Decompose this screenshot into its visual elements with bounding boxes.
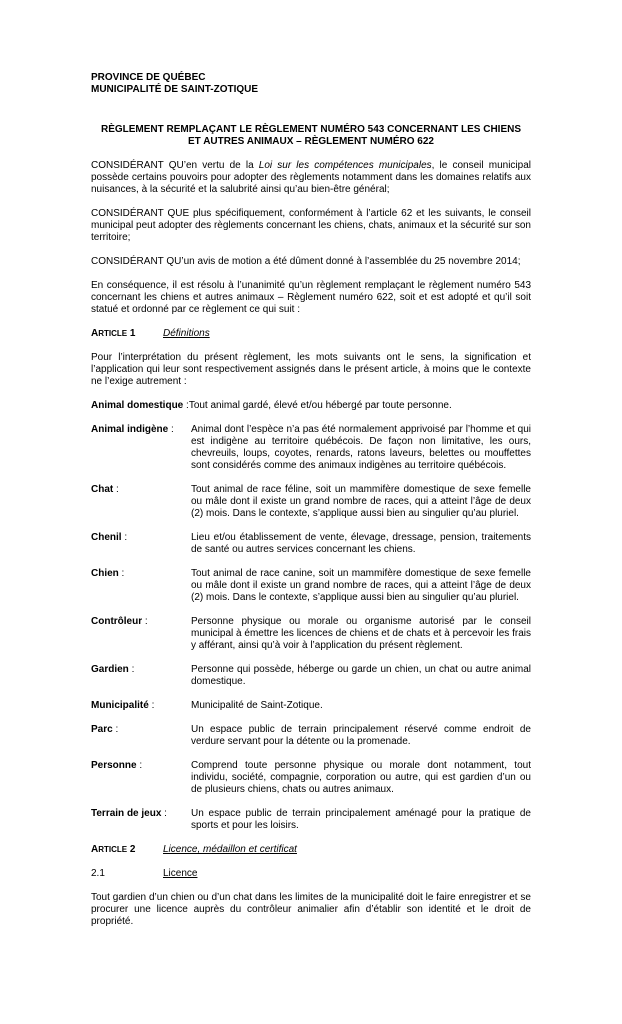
article-1-label-initial: A [91, 328, 99, 339]
definition-term-text: Municipalité [91, 700, 149, 711]
definition-item [91, 532, 531, 556]
definition-separator: : [121, 532, 128, 543]
definition-term [91, 760, 191, 796]
article-1-number: 1 [129, 328, 136, 339]
considerant-2: CONSIDÉRANT QUE plus spécifiquement, conformément à l’article 62 et les suivants, le conseil municipal peut adopter des règlements concernant les chiens, chats, animaux et la sécurité sur son territoire; [91, 208, 531, 243]
definition-term [91, 700, 191, 712]
title-line-2: ET AUTRES ANIMAUX – RÈGLEMENT NUMÉRO 622 [188, 136, 434, 147]
definition-item [91, 664, 531, 688]
definition-term-text: Parc [91, 724, 113, 735]
document-header [91, 72, 531, 96]
section-2-1-heading [91, 868, 531, 880]
definition-item [91, 616, 531, 652]
definition-term [91, 808, 191, 832]
definition-term-text: Personne [91, 760, 137, 771]
title-line-1: RÈGLEMENT REMPLAÇANT LE RÈGLEMENT NUMÉRO 543 CONCERNANT LES CHIENS [100, 124, 522, 135]
definition-text: Tout animal gardé, élevé et/ou hébergé par toute personne. [188, 400, 452, 411]
article-2-label [91, 844, 163, 856]
definition-term-text: Animal domestique [91, 400, 184, 411]
definition-term-text: Chat [91, 484, 114, 495]
definition-term-text: Animal indigène [91, 424, 169, 435]
definition-text: Municipalité de Saint-Zotique. [191, 700, 323, 711]
definition-term [91, 724, 191, 748]
definition-separator: : [183, 400, 189, 411]
definition-term [91, 616, 191, 652]
article-2-heading [91, 844, 531, 856]
definition-separator: : [128, 664, 135, 675]
definition-term-text: Terrain de jeux [91, 808, 162, 819]
definition-text: Tout animal de race canine, soit un mammifère domestique de sexe femelle ou mâle dont il existe un grand nombre de races, qui a atteint l’âge de deux (2) mois. Dans le contexte, s’applique aussi bien au singulier qu’au pluriel. [191, 568, 531, 603]
definition-item [91, 484, 531, 520]
definition-item [91, 568, 531, 604]
section-2-1-text: Tout gardien d’un chien ou d’un chat dans les limites de la municipalité doit le faire enregistrer et se procurer une licence auprès du contrôleur animalier afin d’établir son identité et le droit de propriété. [91, 892, 531, 927]
definitions-list [91, 400, 531, 832]
document-title [91, 124, 531, 148]
definition-text: Personne physique ou morale ou organisme autorisé par le conseil municipal à émettre les licences de chiens et de chats et à percevoir les frais y afférant, ainsi qu’à voir à l’application du présent règlement. [191, 616, 531, 651]
definition-term [91, 664, 191, 688]
section-2-1-number: 2.1 [91, 868, 105, 879]
law-title: Loi sur les compétences municipales [258, 160, 432, 171]
definition-text: Personne qui possède, héberge ou garde un chien, un chat ou autre animal domestique. [191, 664, 531, 687]
definition-separator: : [118, 568, 125, 579]
considerant-3: CONSIDÉRANT QU’un avis de motion a été dûment donné à l’assemblée du 25 novembre 2014; [91, 256, 521, 267]
definition-term-text: Chenil [91, 532, 122, 543]
definition-term-text: Gardien [91, 664, 129, 675]
article-2-title: Licence, médaillon et certificat [163, 844, 297, 855]
definition-item [91, 808, 531, 832]
definition-text: Un espace public de terrain principalement aménagé pour la pratique de sports et pour les loisirs. [191, 808, 531, 831]
definition-item [91, 760, 531, 796]
definition-term [91, 400, 189, 412]
definition-term-text: Chien [91, 568, 119, 579]
municipality-line: MUNICIPALITÉ DE SAINT-ZOTIQUE [91, 84, 259, 95]
definition-separator: : [112, 724, 119, 735]
definition-separator: : [168, 424, 174, 435]
definition-separator: : [113, 484, 119, 495]
definition-separator: : [142, 616, 148, 627]
definition-text: Tout animal de race féline, soit un mammifère domestique de sexe femelle ou mâle dont il existe un grand nombre de races, qui a atteint l’âge de deux (2) mois. Dans le contexte, s’applique aussi bien au singulier qu’au pluriel. [191, 484, 531, 519]
definition-term [91, 484, 191, 520]
definition-text: Lieu et/ou établissement de vente, élevage, dressage, pension, traitements de santé ou autres services concernant les chiens. [191, 532, 531, 555]
definition-separator: : [161, 808, 167, 819]
definition-item [91, 700, 531, 712]
article-1-heading [91, 328, 531, 340]
considerant-1-text: CONSIDÉRANT QU’en vertu de la [91, 160, 259, 171]
definition-item [91, 424, 531, 472]
definition-text: Comprend toute personne physique ou morale dont notamment, tout individu, société, compagnie, corporation ou autre, qui est gardien d’un ou de plusieurs chiens, chats ou autres animaux. [191, 760, 531, 795]
resolution-paragraph: En conséquence, il est résolu à l’unanimité qu’un règlement remplaçant le règlement numéro 543 concernant les chiens et autres animaux – Règlement numéro 622, soit et est adopté et qu’il soit statué et ordonné par ce règlement ce qui suit : [91, 280, 531, 315]
definition-separator: : [136, 760, 143, 771]
definition-term [91, 568, 191, 604]
article-1-label-rest: RTICLE [98, 329, 128, 338]
definition-term-text: Contrôleur [91, 616, 143, 627]
considerant-1 [91, 160, 531, 196]
article-1-intro: Pour l’interprétation du présent règlement, les mots suivants ont le sens, la signification et l’application qui leur sont respectivement assignés dans le présent article, à moins que le contexte ne l’exige autrement : [91, 352, 531, 387]
definition-text: Animal dont l’espèce n’a pas été normalement apprivoisé par l’homme et qui est indigène au territoire québécois. De façon non limitative, les ours, chevreuils, loups, coyotes, renards, ratons laveurs, belettes ou mouffettes sont considérés comme des animaux indigènes au territoire québécois. [191, 424, 531, 471]
definition-item [91, 400, 531, 412]
definition-text: Un espace public de terrain principalement réservé comme endroit de verdure servant pour la détente ou la promenade. [191, 724, 531, 747]
definition-item [91, 724, 531, 748]
section-2-1-title: Licence [163, 868, 198, 879]
article-2-label-initial: A [91, 844, 99, 855]
definition-term [91, 424, 191, 472]
considerant-1-text-end: , le conseil municipal possède certains pouvoirs pour adopter des règlements notamment dans les domaines relatifs aux nuisances, à la sécurité et la salubrité ainsi qu’au bien-être général; [91, 160, 531, 195]
article-2-label-rest: RTICLE [98, 845, 128, 854]
definition-separator: : [148, 700, 155, 711]
province-line: PROVINCE DE QUÉBEC [91, 72, 206, 83]
definition-term [91, 532, 191, 556]
article-1-label [91, 328, 163, 340]
article-1-title: Définitions [163, 328, 210, 339]
article-2-number: 2 [129, 844, 136, 855]
